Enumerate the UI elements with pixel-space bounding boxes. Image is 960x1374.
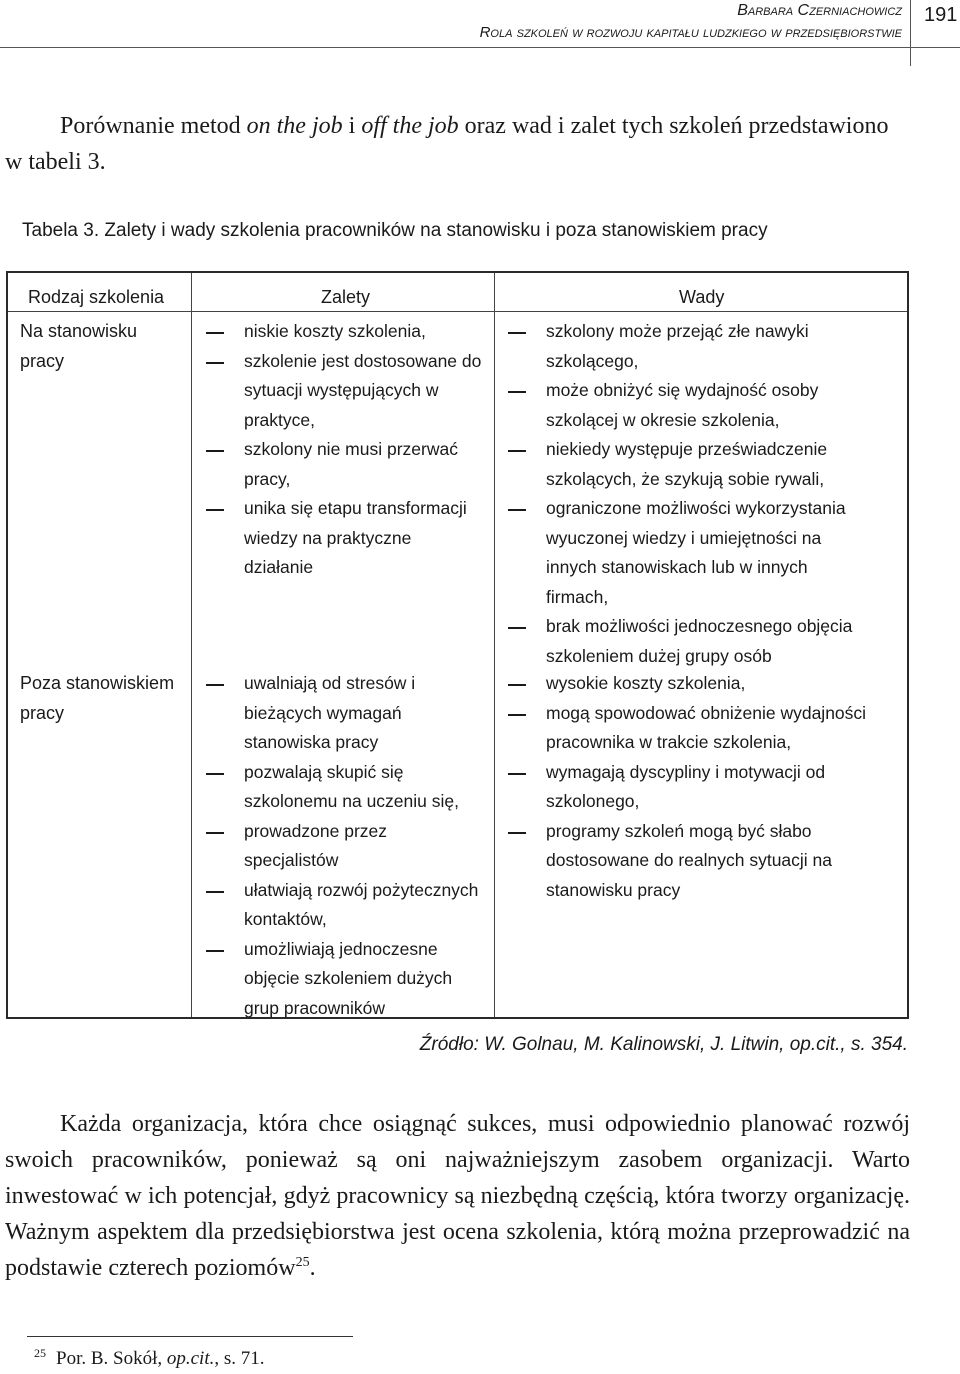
header-divider-horizontal	[0, 47, 960, 48]
column-header-advantages: Zalety	[321, 287, 371, 307]
list-item: wysokie koszty szkolenia,	[508, 669, 870, 699]
list-item: ograniczone możliwości wykorzystania wyuczonej wiedzy i umiejętności na innych stanowiskach lub w innych firmach,	[508, 494, 870, 612]
list-item: pozwalają skupić się szkolonemu na uczeniu się,	[206, 758, 484, 817]
header-row-divider	[8, 311, 907, 312]
intro-paragraph: Porównanie metod on the job i off the job oraz wad i zalet tych szkoleń przedstawiono w tabeli 3.	[5, 113, 889, 175]
footnote-reference[interactable]: 25	[295, 1255, 310, 1270]
list-item: ułatwiają rozwój pożytecznych kontaktów,	[206, 876, 484, 935]
running-header-title: Rola szkoleń w rozwoju kapitału ludzkiego w przedsiębiorstwie	[479, 24, 902, 41]
footnote: $^{25}$ Por. B. Sokół, op.cit., s. 71.	[34, 1346, 265, 1369]
advantages-list-off-the-job	[206, 669, 484, 1023]
comparison-table	[6, 271, 909, 1019]
list-item: szkolony nie musi przerwać pracy,	[206, 435, 484, 494]
footnote-separator	[27, 1336, 353, 1337]
disadvantages-list-off-the-job	[508, 669, 870, 905]
column-divider	[494, 273, 495, 1017]
footnote-number: 25	[34, 1346, 46, 1360]
list-item: wymagają dyscypliny i motywacji od szkolonego,	[508, 758, 870, 817]
page-number: 191	[924, 4, 958, 26]
column-header-type: Rodzaj szkolenia	[28, 287, 165, 307]
list-item: prowadzone przez specjalistów	[206, 817, 484, 876]
list-item: uwalniają od stresów i bieżących wymagań stanowiska pracy	[206, 669, 484, 758]
row-label-on-the-job: Na stanowisku pracy	[20, 321, 138, 371]
body-paragraph: Każda organizacja, która chce osiągnąć sukces, musi odpowiednio planować rozwój swoich pracowników, ponieważ są oni najważniejszym zasobem organizacji. Warto inwestować w ich potencjał, gdyż pracownicy są niezbędną częścią, która tworzy organizację. Ważnym aspektem dla przedsiębiorstwa jest ocena szkolenia, którą można przeprowadzić na podstawie czterech poziomów$^{25}$.	[5, 1111, 910, 1281]
column-divider	[191, 273, 192, 1017]
table-caption: Tabela 3. Zalety i wady szkolenia pracowników na stanowisku i poza stanowiskiem pracy	[22, 220, 768, 241]
list-item: niekiedy występuje przeświadczenie szkolących, że szykują sobie rywali,	[508, 435, 870, 494]
list-item: szkolenie jest dostosowane do sytuacji występujących w praktyce,	[206, 347, 484, 436]
list-item: umożliwiają jednoczesne objęcie szkoleniem dużych grup pracowników	[206, 935, 484, 1024]
list-item: szkolony może przejąć złe nawyki szkolącego,	[508, 317, 870, 376]
running-header-author: Barbara Czerniachowicz	[737, 2, 902, 19]
list-item: brak możliwości jednoczesnego objęcia szkoleniem dużej grupy osób	[508, 612, 870, 671]
advantages-list-on-the-job	[206, 317, 484, 583]
list-item: mogą spowodować obniżenie wydajności pracownika w trakcie szkolenia,	[508, 699, 870, 758]
row-label-off-the-job: Poza stanowiskiem pracy	[20, 673, 175, 723]
header-divider-vertical	[910, 0, 911, 66]
list-item: programy szkoleń mogą być słabo dostosowane do realnych sytuacji na stanowisku pracy	[508, 817, 870, 906]
column-header-disadvantages: Wady	[679, 287, 725, 307]
disadvantages-list-on-the-job	[508, 317, 870, 671]
table-source: Źródło: W. Golnau, M. Kalinowski, J. Litwin, op.cit., s. 354.	[419, 1034, 908, 1055]
list-item: może obniżyć się wydajność osoby szkolącej w okresie szkolenia,	[508, 376, 870, 435]
list-item: niskie koszty szkolenia,	[206, 317, 484, 347]
list-item: unika się etapu transformacji wiedzy na praktyczne działanie	[206, 494, 484, 583]
